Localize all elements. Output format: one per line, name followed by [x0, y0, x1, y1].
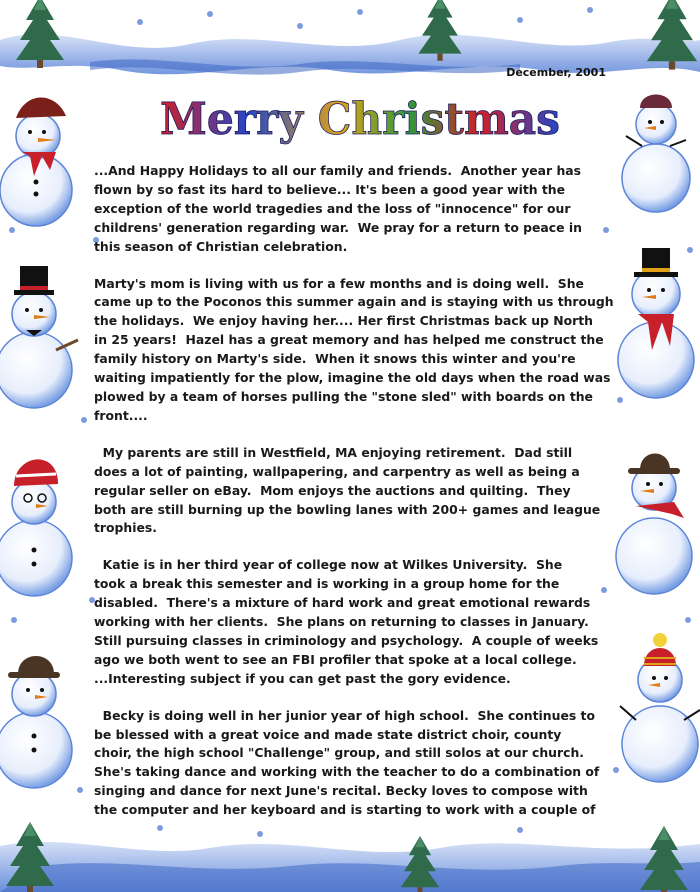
letter-line: family history on Marty's side. When it snows this winter and you're: [94, 351, 576, 367]
letter-line: ago we both went to see an FBI profiler that spoke at a local college.: [94, 651, 577, 667]
letter-line: this season of Christian celebration.: [94, 238, 348, 254]
letter-line: Marty's mom is living with us for a few months and is doing well. She: [94, 275, 584, 291]
pine-tree-icon: [647, 0, 697, 70]
snowman-icon: [0, 459, 72, 596]
letter-paragraph: [94, 162, 582, 257]
pine-tree-icon: [418, 0, 461, 61]
letter-line: Katie is in her third year of college now at Wilkes University. She: [94, 557, 563, 573]
letter-line: singing and dance for next June's recital. Becky loves to compose with: [94, 783, 588, 799]
letter-line: exception of the world tragedies and the loss of "innocence" for our: [94, 200, 571, 216]
letter-line: both are still burning up the bowling lanes with 200+ games and league: [94, 501, 601, 517]
letter-line: in 25 years! Hazel has a great memory and has helped me construct the: [94, 332, 604, 348]
letter-line: does a lot of painting, wallpapering, and carpentry as well as being a: [94, 463, 580, 479]
letter-line: childrens' generation regarding war. We pray for a return to peace in: [94, 219, 582, 235]
letter-line: took a break this semester and is working in a group home for the: [94, 576, 560, 592]
letter-line: ...And Happy Holidays to all our family and friends. Another year has: [94, 163, 582, 178]
letter-line: waiting impatiently for the plow, imagine the old days when the road was: [94, 370, 611, 386]
letter-paragraph: [94, 275, 614, 426]
letter-line: disabled. There's a mixture of hard work and great emotional rewards: [94, 595, 591, 611]
letter-line: ...Interesting subject if you can get past the gory evidence.: [94, 670, 511, 686]
letter-body: [94, 162, 614, 820]
letter-line: Still pursuing classes in criminology and psychology. A couple of weeks: [94, 632, 599, 648]
letter-date: December, 2001: [506, 66, 606, 79]
snowman-icon: [0, 98, 72, 227]
pine-tree-icon: [16, 0, 64, 68]
letter-line: came up to the Poconos this summer again and is staying with us through: [94, 294, 614, 310]
letter-line: choir, the high school "Challenge" group, and still solos at our church.: [94, 745, 584, 761]
letter-line: She's taking dance and working with the teacher to do a combination of: [94, 764, 600, 780]
letter-line: be blessed with a great voice and made state district choir, county: [94, 726, 562, 742]
letter-line: the holidays. We enjoy having her.... Her first Christmas back up North: [94, 313, 593, 329]
knit-cap-icon: [14, 459, 58, 486]
snowman-icon: [618, 248, 694, 398]
letter-line: trophies.: [94, 520, 157, 536]
snowman-icon: [616, 454, 692, 595]
letter-line: Becky is doing well in her junior year of high school. She continues to: [94, 707, 595, 723]
merry-christmas-title: [150, 88, 570, 148]
letter-paragraph: [94, 707, 600, 820]
letter-line: regular seller on eBay. Mom enjoys the auctions and quilting. They: [94, 482, 571, 498]
title-text: Merry Christmas: [160, 94, 560, 145]
snowman-icon: [620, 633, 700, 782]
letter-line: plowed by a team of horses pulling the "stone sled" with boards on the: [94, 388, 593, 404]
letter-paragraph: [94, 556, 599, 688]
snowman-icon: [0, 266, 78, 408]
letter-line: the computer and her keyboard and is starting to work with a couple of: [94, 802, 596, 818]
snowman-icon: [0, 656, 72, 788]
letter-line: My parents are still in Westfield, MA enjoying retirement. Dad still: [94, 444, 573, 460]
letter-line: flown by so fast its hard to believe... It's been a good year with the: [94, 181, 566, 197]
snowman-icon: [622, 95, 690, 213]
letter-paragraph: [94, 444, 601, 539]
letter-line: working with her clients. She plans on returning to classes in January.: [94, 614, 589, 630]
letter-line: front....: [94, 407, 148, 423]
